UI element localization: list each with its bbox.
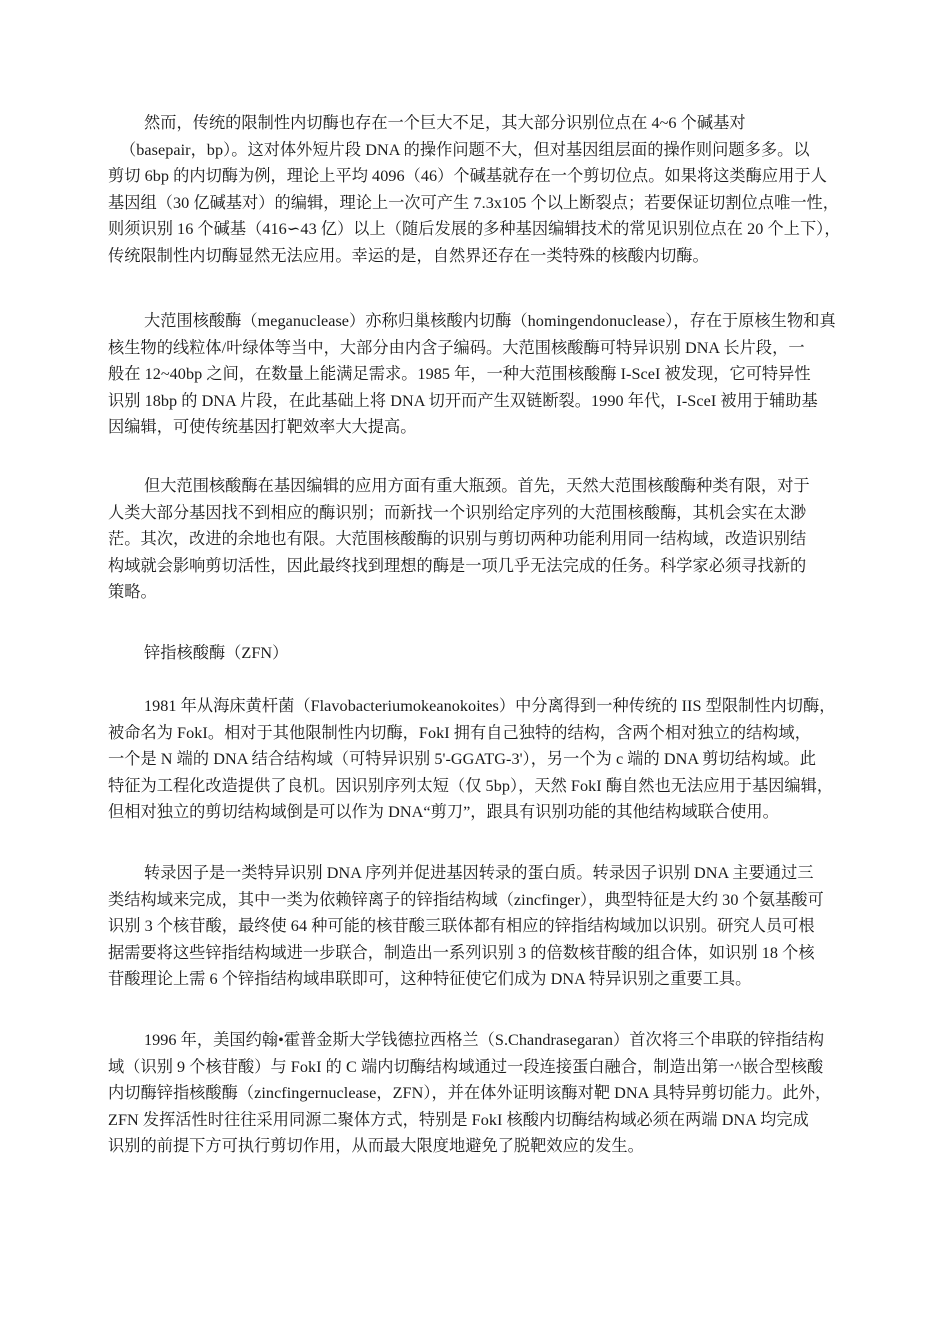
text-line: 剪切 6bp 的内切酶为例，理论上平均 4096（46）个碱基就存在一个剪切位点。如果将这类酶应用于人 <box>108 167 827 185</box>
text-line: 据需要将这些锌指结构域进一步联合，制造出一系列识别 3 的倍数核苷酸的组合体，如识别 18 个核 <box>108 943 815 962</box>
text-line: 策略。 <box>108 583 157 601</box>
text-line: 识别的前提下方可执行剪切作用，从而最大限度地避免了脱靶效应的发生。 <box>108 1137 644 1155</box>
text-line: 构域就会影响剪切活性，因此最终找到理想的酶是一项几乎无法完成的任务。科学家必须寻找新的 <box>108 556 807 575</box>
text-line: 1996 年，美国约翰•霍普金斯大学钱德拉西格兰（S.Chandrasegaran）首次将三个串联的锌指结构 <box>144 1031 825 1049</box>
text-line: 核生物的线粒体/叶绿体等当中，大部分由内含子编码。大范围核酸酶可特异识别 DNA 长片段，一 <box>108 338 805 357</box>
text-line: 一个是 N 端的 DNA 结合结构域（可特异识别 5'-GGATG-3'），另一个为 c 端的 DNA 剪切结构域。此 <box>108 750 816 768</box>
text-line: 则须识别 16 个碱基（416∽43 亿）以上（随后发展的多种基因编辑技术的常见识别位点在 20 个上下）， <box>108 220 841 238</box>
paragraph-restriction-enzyme-limits <box>108 110 854 269</box>
text-line: 苷酸理论上需 6 个锌指结构域串联即可，这种特征使它们成为 DNA 特异识别之重要工具。 <box>108 970 752 988</box>
text-line: 人类大部分基因找不到相应的酶识别；而新找一个识别给定序列的大范围核酸酶，其机会实在太渺 <box>108 503 807 522</box>
text-line: 大范围核酸酶（meganuclease）亦称归巢核酸内切酶（homingendonuclease），存在于原核生物和真 <box>144 312 836 330</box>
text-line: 转录因子是一类特异识别 DNA 序列并促进基因转录的蛋白质。转录因子识别 DNA 主要通过三 <box>144 864 814 882</box>
text-line: 识别 18bp 的 DNA 片段，在此基础上将 DNA 切开而产生双链断裂。1990 年代，I-SceI 被用于辅助基 <box>108 391 818 410</box>
paragraph-foki <box>108 693 854 826</box>
section-heading-zfn <box>108 640 854 667</box>
text-line: 被命名为 FokI。相对于其他限制性内切酶，FokI 拥有自己独特的结构，含两个相对独立的结构域， <box>108 723 812 742</box>
text-line: 域（识别 9 个核苷酸）与 FokI 的 C 端内切酶结构域通过一段连接蛋白融合，制造出第一^嵌合型核酸 <box>108 1057 824 1076</box>
text-line: 传统限制性内切酶显然无法应用。幸运的是，自然界还存在一类特殊的核酸内切酶。 <box>108 246 709 265</box>
section-heading: 锌指核酸酶（ZFN） <box>144 644 289 662</box>
text-line: ZFN 发挥活性时往往采用同源二聚体方式，特别是 FokI 核酸内切酶结构域必须在两端 DNA 均完成 <box>108 1110 809 1129</box>
paragraph-zfn-invention <box>108 1027 854 1160</box>
paragraph-transcription-factor <box>108 860 854 993</box>
text-line: 内切酶锌指核酸酶（zincfingernuclease，ZFN），并在体外证明该酶对靶 DNA 具特异剪切能力。此外， <box>108 1084 832 1102</box>
text-line: 1981 年从海床黄杆菌（Flavobacteriumokeanokoites）中分离得到一种传统的 IIS 型限制性内切酶， <box>144 697 836 715</box>
text-line: 但相对独立的剪切结构域倒是可以作为 DNA“剪刀”，跟具有识别功能的其他结构域联合使用。 <box>108 803 779 821</box>
text-line: 因编辑，可使传统基因打靶效率大大提高。 <box>108 418 417 436</box>
paragraph-meganuclease <box>108 308 854 441</box>
text-line: 但大范围核酸酶在基因编辑的应用方面有重大瓶颈。首先，天然大范围核酸酶种类有限，对于 <box>144 477 810 495</box>
text-line: 识别 3 个核苷酸，最终使 64 种可能的核苷酸三联体都有相应的锌指结构域加以识别。研究人员可根 <box>108 917 815 935</box>
text-line: 茫。其次，改进的余地也有限。大范围核酸酶的识别与剪切两种功能利用同一结构域，改造识别结 <box>108 530 807 548</box>
text-line: 然而，传统的限制性内切酶也存在一个巨大不足，其大部分识别位点在 4~6 个碱基对 <box>144 114 746 132</box>
text-line: 类结构域来完成，其中一类为依赖锌离子的锌指结构域（zincfinger），典型特征是大约 30 个氨基酸可 <box>108 890 824 909</box>
paragraph-meganuclease-bottleneck <box>108 473 854 606</box>
text-line: （basepair，bp）。这对体外短片段 DNA 的操作问题不大，但对基因组层面的操作则问题多多。以 <box>120 140 810 159</box>
text-line: 基因组（30 亿碱基对）的编辑，理论上一次可产生 7.3x105 个以上断裂点；若要保证切割位点唯一性， <box>108 193 840 212</box>
text-line: 般在 12~40bp 之间，在数量上能满足需求。1985 年，一种大范围核酸酶 I-SceI 被发现，它可特异性 <box>108 365 811 383</box>
text-line: 特征为工程化改造提供了良机。因识别序列太短（仅 5bp），天然 FokI 酶自然也无法应用于基因编辑， <box>108 776 834 795</box>
